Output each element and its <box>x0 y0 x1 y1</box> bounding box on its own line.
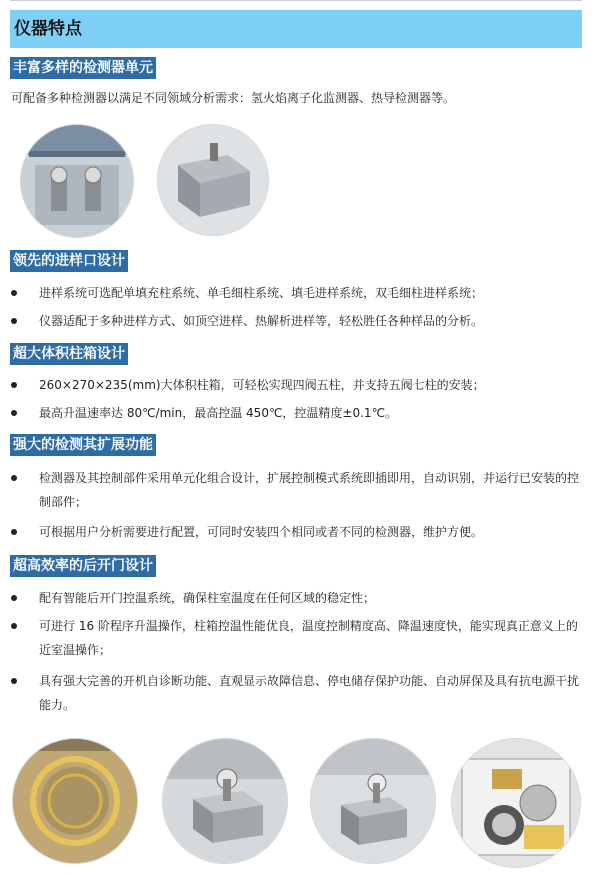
rear-door-photo <box>451 738 581 868</box>
page-title: 仪器特点 <box>10 10 582 48</box>
list-item: 配有智能后开门控温系统，确保柱室温度在任何区域的稳定性； <box>11 586 581 610</box>
section-title-column-oven: 超大体积柱箱设计 <box>10 343 128 365</box>
injector-photo <box>162 738 288 864</box>
bullet-icon <box>11 475 17 481</box>
detector-photo-3 <box>310 738 436 864</box>
bullet-icon <box>11 623 17 629</box>
list-item: 260×270×235(mm)大体积柱箱，可轻松实现四阀五柱，并支持五阀七柱的安装； <box>11 373 581 397</box>
bullet-icon <box>11 678 17 684</box>
list-item: 进样系统可选配单填充柱系统、单毛细柱系统、填毛进样系统，双毛细柱进样系统； <box>11 281 581 305</box>
bullet-icon <box>11 410 17 416</box>
list-item: 可根据用户分析需要进行配置，可同时安装四个相同或者不同的检测器，维护方便。 <box>11 520 581 544</box>
list-item: 最高升温速率达 80℃/min，最高控温 450℃，控温精度±0.1℃。 <box>11 401 581 425</box>
list-item: 仪器适配于多种进样方式、如顶空进样、热解析进样等，轻松胜任各种样品的分析。 <box>11 309 581 333</box>
bullet-icon <box>11 382 17 388</box>
section-title-injector: 领先的进样口设计 <box>10 250 128 272</box>
bullet-icon <box>11 290 17 296</box>
bullet-icon <box>11 318 17 324</box>
list-item: 具有强大完善的开机自诊断功能、直观显示故障信息、停电储存保护功能、自动屏保及具有抗电源干扰能力。 <box>11 669 581 717</box>
section-title-rear-door: 超高效率的后开门设计 <box>10 555 156 577</box>
bullet-icon <box>11 595 17 601</box>
list-item: 检测器及其控制部件采用单元化组合设计，扩展控制模式系统即插即用，自动识别，并运行已安装的控制部件； <box>11 466 581 514</box>
detector-photo-1 <box>20 124 134 238</box>
top-divider <box>10 0 582 1</box>
column-oven-photo <box>12 738 138 864</box>
bullet-icon <box>11 529 17 535</box>
section-intro-detectors: 可配备多种检测器以满足不同领域分析需求：氢火焰离子化监测器、热导检测器等。 <box>11 91 456 105</box>
list-item: 可进行 16 阶程序升温操作，柱箱控温性能优良，温度控制精度高、降温速度快，能实现真正意义上的近室温操作； <box>11 614 581 662</box>
section-title-expansion: 强大的检测其扩展功能 <box>10 434 156 456</box>
detector-photo-2 <box>157 124 269 236</box>
section-title-detectors: 丰富多样的检测器单元 <box>10 57 156 79</box>
